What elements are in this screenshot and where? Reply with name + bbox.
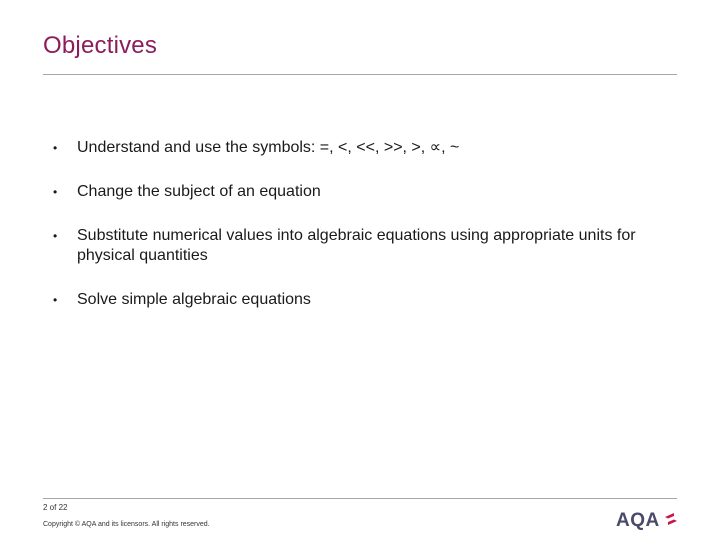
bullet-text: Understand and use the symbols: =, <, <<, >>, >, ∝, ~ (77, 139, 460, 156)
title-divider (43, 74, 677, 75)
bullet-text: Change the subject of an equation (77, 183, 321, 200)
bullet-marker: • (53, 141, 58, 155)
page-number: 2 of 22 (43, 503, 68, 512)
copyright-notice: Copyright © AQA and its licensors. All rights reserved. (43, 521, 210, 528)
list-item (53, 182, 673, 202)
list-item (53, 226, 673, 266)
list-item (53, 290, 673, 310)
footer-divider (43, 498, 677, 499)
logo-mark-icon (664, 512, 678, 526)
objectives-list (53, 138, 673, 334)
bullet-text: Substitute numerical values into algebraic equations using appropriate units for physical quantities (77, 227, 636, 264)
list-item (53, 138, 673, 158)
bullet-marker: • (53, 229, 58, 243)
bullet-marker: • (53, 185, 58, 199)
logo-text: AQA (616, 510, 660, 531)
bullet-marker: • (53, 293, 58, 307)
slide-title: Objectives (43, 32, 158, 59)
aqa-logo (616, 509, 680, 533)
bullet-text: Solve simple algebraic equations (77, 291, 311, 308)
